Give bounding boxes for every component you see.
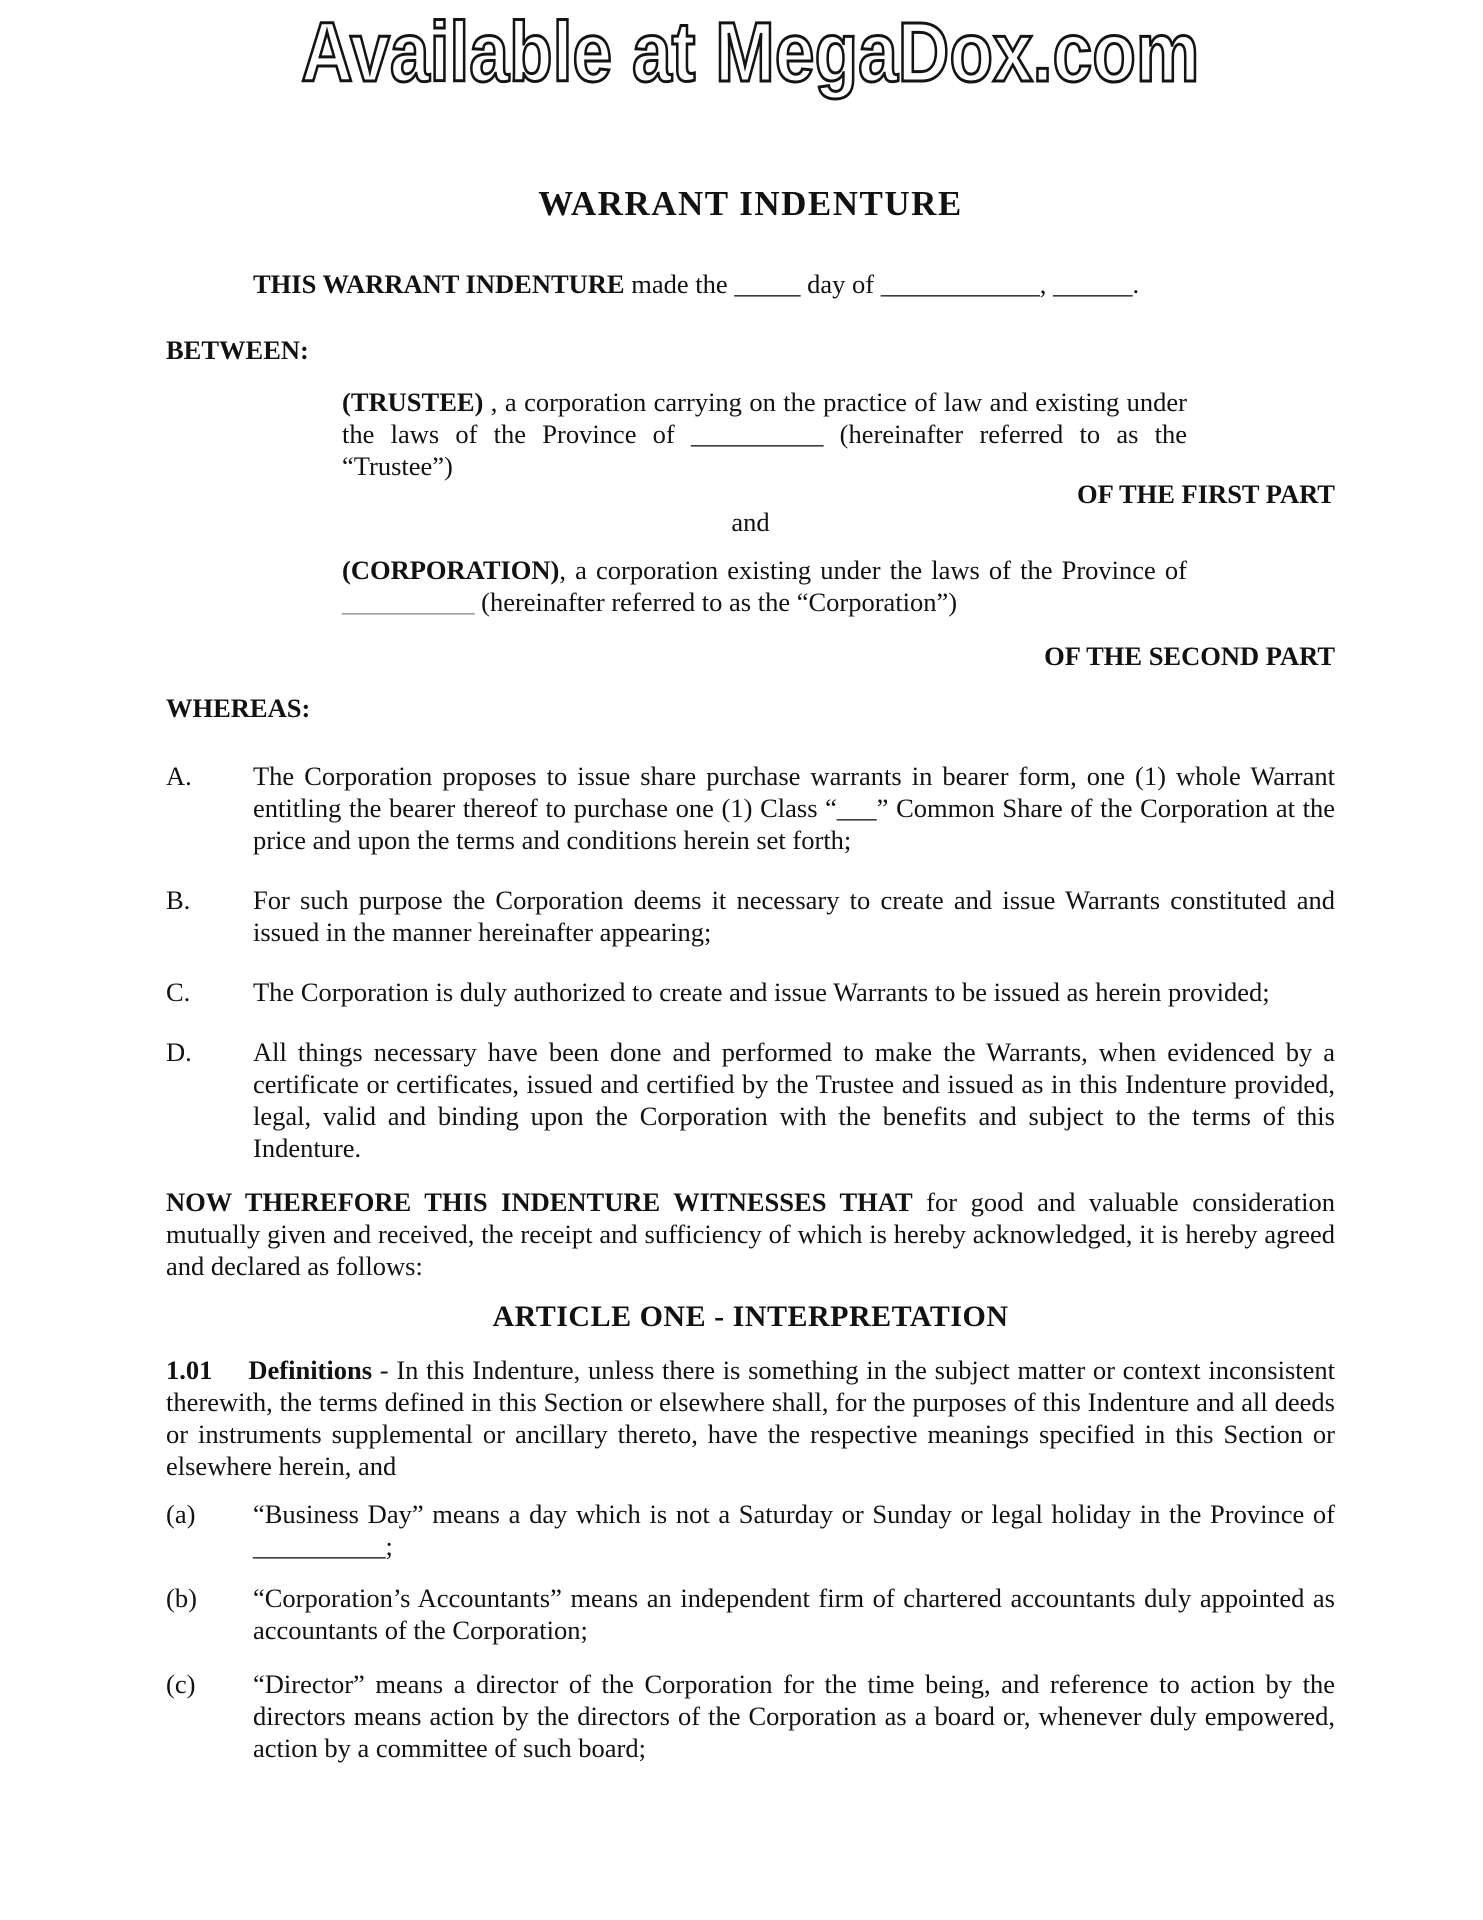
party-corporation-paragraph: [342, 554, 1187, 618]
recital-item-d: [166, 1036, 1335, 1164]
now-therefore-clause: [166, 1186, 1335, 1282]
section-1-01-definitions: [166, 1354, 1335, 1482]
now-therefore-rest: for good and valuable consideration mutually given and received, the receipt and sufficiency of which is hereby acknowledged, it is hereby agreed and declared as follows:: [166, 1187, 1335, 1281]
party-trustee-blank: __________: [690, 419, 824, 449]
definition-label-b: (b): [166, 1583, 197, 1613]
recital-item-c: [166, 976, 1335, 1008]
definition-item-b: [166, 1582, 1335, 1646]
between-label: BETWEEN:: [166, 335, 309, 365]
watermark-banner: [166, 6, 1335, 98]
party-corporation-name: (CORPORATION): [342, 555, 560, 585]
definition-text-c: “Director” means a director of the Corporation for the time being, and reference to action by the directors means action by the directors of the Corporation as a board or, whenever duly empowered, action by a committee of such board;: [253, 1669, 1335, 1763]
section-number: 1.01: [166, 1355, 213, 1385]
definition-item-c: [166, 1668, 1335, 1764]
opening-clause: [253, 268, 1335, 300]
page-title: WARRANT INDENTURE: [538, 184, 963, 223]
section-text: - In this Indenture, unless there is something in the subject matter or context inconsistent therewith, the terms defined in this Section or elsewhere shall, for the purposes of this Indenture and all deeds or instruments supplemental or ancillary thereto, have the respective meanings specified in this Section or elsewhere herein, and: [166, 1355, 1335, 1481]
recital-label-b: B.: [166, 885, 191, 915]
party-trustee-name: (TRUSTEE): [342, 387, 484, 417]
definition-label-a: (a): [166, 1499, 196, 1529]
recital-text-a: The Corporation proposes to issue share purchase warrants in bearer form, one (1) whole Warrant entitling the bearer thereof to purchase one (1) Class “___” Common Share of the Corporation at the price and upon the terms and conditions herein set forth;: [253, 761, 1335, 855]
watermark-text: Available at MegaDox.com: [301, 5, 1200, 99]
definition-text-b: “Corporation’s Accountants” means an independent firm of chartered accountants duly appointed as accountants of the Corporation;: [253, 1583, 1335, 1645]
party-trustee-text-post: (hereinafter referred to as the “Trustee”): [342, 419, 1187, 481]
opening-clause-bold: THIS WARRANT INDENTURE: [253, 269, 625, 299]
recital-label-c: C.: [166, 977, 191, 1007]
recital-item-a: [166, 760, 1335, 856]
recital-label-a: A.: [166, 761, 192, 791]
now-therefore-bold: NOW THEREFORE THIS INDENTURE WITNESSES THAT: [166, 1187, 913, 1217]
opening-clause-rest: made the _____ day of ____________, ______.: [624, 269, 1140, 299]
second-part-designation: OF THE SECOND PART: [1044, 641, 1335, 671]
and-separator: and: [731, 507, 770, 537]
article-one-heading: ARTICLE ONE - INTERPRETATION: [492, 1300, 1009, 1333]
party-trustee-paragraph: [342, 386, 1187, 482]
recital-item-b: [166, 884, 1335, 948]
recital-text-c: The Corporation is duly authorized to create and issue Warrants to be issued as herein provided;: [253, 977, 1270, 1007]
definition-label-c: (c): [166, 1669, 196, 1699]
party-corporation-text-post: (hereinafter referred to as the “Corporation”): [474, 587, 958, 617]
party-trustee-text-pre: , a corporation carrying on the practice of law and existing under the laws of the Province of: [342, 387, 1187, 449]
recital-text-b: For such purpose the Corporation deems it necessary to create and issue Warrants constituted and issued in the manner hereinafter appearing;: [253, 885, 1335, 947]
recital-text-d: All things necessary have been done and performed to make the Warrants, when evidenced by a certificate or certificates, issued and certified by the Trustee and issued as in this Indenture provided, legal, valid and binding upon the Corporation with the benefits and subject to the terms of this Indenture.: [253, 1037, 1335, 1163]
whereas-label: WHEREAS:: [166, 693, 311, 723]
recital-label-d: D.: [166, 1037, 192, 1067]
definition-item-a: [166, 1498, 1335, 1562]
first-part-designation: OF THE FIRST PART: [1077, 479, 1335, 509]
section-title: Definitions: [248, 1355, 373, 1385]
party-corporation-blank: __________: [342, 587, 475, 617]
definition-text-a: “Business Day” means a day which is not a Saturday or Sunday or legal holiday in the Province of __________;: [253, 1499, 1335, 1561]
party-corporation-text-pre: , a corporation existing under the laws of the Province of: [559, 555, 1187, 585]
